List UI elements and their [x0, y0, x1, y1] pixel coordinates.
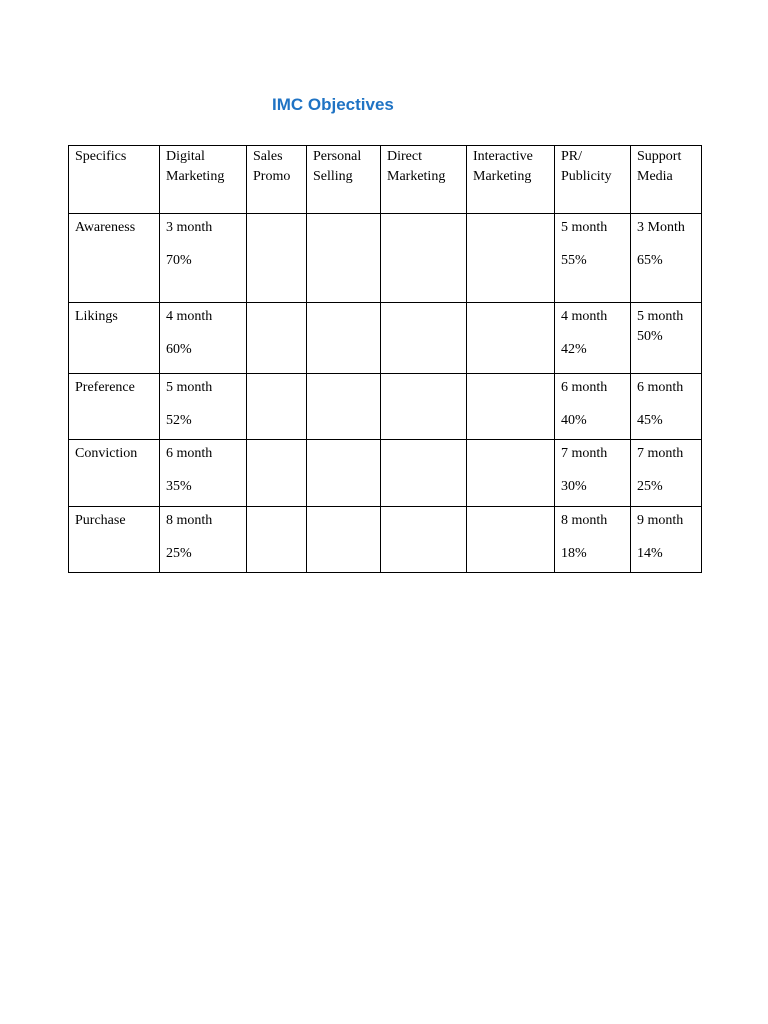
row-label-cell: Likings — [69, 303, 160, 374]
support-media-cell: 9 month 14% — [631, 507, 702, 573]
column-header-support-media: Support Media — [631, 146, 702, 214]
column-header-specifics: Specifics — [69, 146, 160, 214]
interactive-marketing-cell — [467, 507, 555, 573]
page-title: IMC Objectives — [272, 95, 394, 114]
digital-marketing-cell: 3 month 70% — [160, 214, 247, 303]
personal-selling-cell — [307, 440, 381, 507]
interactive-marketing-cell — [467, 303, 555, 374]
digital-marketing-cell: 5 month 52% — [160, 374, 247, 440]
sales-promo-cell — [247, 303, 307, 374]
digital-marketing-cell: 4 month 60% — [160, 303, 247, 374]
table-row-awareness — [69, 214, 702, 303]
interactive-marketing-cell — [467, 374, 555, 440]
row-label-cell: Purchase — [69, 507, 160, 573]
interactive-marketing-cell — [467, 440, 555, 507]
pr-publicity-cell: 7 month 30% — [555, 440, 631, 507]
personal-selling-cell — [307, 214, 381, 303]
table-row-preference — [69, 374, 702, 440]
pr-publicity-cell: 5 month 55% — [555, 214, 631, 303]
digital-marketing-cell: 8 month 25% — [160, 507, 247, 573]
support-media-cell: 5 month 50% — [631, 303, 702, 374]
personal-selling-cell — [307, 303, 381, 374]
direct-marketing-cell — [381, 374, 467, 440]
column-header-personal-selling: Personal Selling — [307, 146, 381, 214]
interactive-marketing-cell — [467, 214, 555, 303]
column-header-sales-promo: Sales Promo — [247, 146, 307, 214]
support-media-cell: 3 Month 65% — [631, 214, 702, 303]
direct-marketing-cell — [381, 214, 467, 303]
column-header-interactive-marketing: Interactive Marketing — [467, 146, 555, 214]
support-media-cell: 6 month 45% — [631, 374, 702, 440]
sales-promo-cell — [247, 507, 307, 573]
table-row-conviction — [69, 440, 702, 507]
direct-marketing-cell — [381, 507, 467, 573]
table-header-row — [69, 146, 702, 214]
imc-objectives-table — [68, 145, 702, 573]
row-label-cell: Conviction — [69, 440, 160, 507]
row-label-cell: Preference — [69, 374, 160, 440]
table-row-likings — [69, 303, 702, 374]
pr-publicity-cell: 6 month 40% — [555, 374, 631, 440]
row-label-cell: Awareness — [69, 214, 160, 303]
digital-marketing-cell: 6 month 35% — [160, 440, 247, 507]
personal-selling-cell — [307, 374, 381, 440]
column-header-digital-marketing: Digital Marketing — [160, 146, 247, 214]
column-header-pr-publicity: PR/ Publicity — [555, 146, 631, 214]
sales-promo-cell — [247, 440, 307, 507]
direct-marketing-cell — [381, 303, 467, 374]
pr-publicity-cell: 8 month 18% — [555, 507, 631, 573]
direct-marketing-cell — [381, 440, 467, 507]
sales-promo-cell — [247, 374, 307, 440]
personal-selling-cell — [307, 507, 381, 573]
support-media-cell: 7 month 25% — [631, 440, 702, 507]
column-header-direct-marketing: Direct Marketing — [381, 146, 467, 214]
table-row-purchase — [69, 507, 702, 573]
sales-promo-cell — [247, 214, 307, 303]
pr-publicity-cell: 4 month 42% — [555, 303, 631, 374]
